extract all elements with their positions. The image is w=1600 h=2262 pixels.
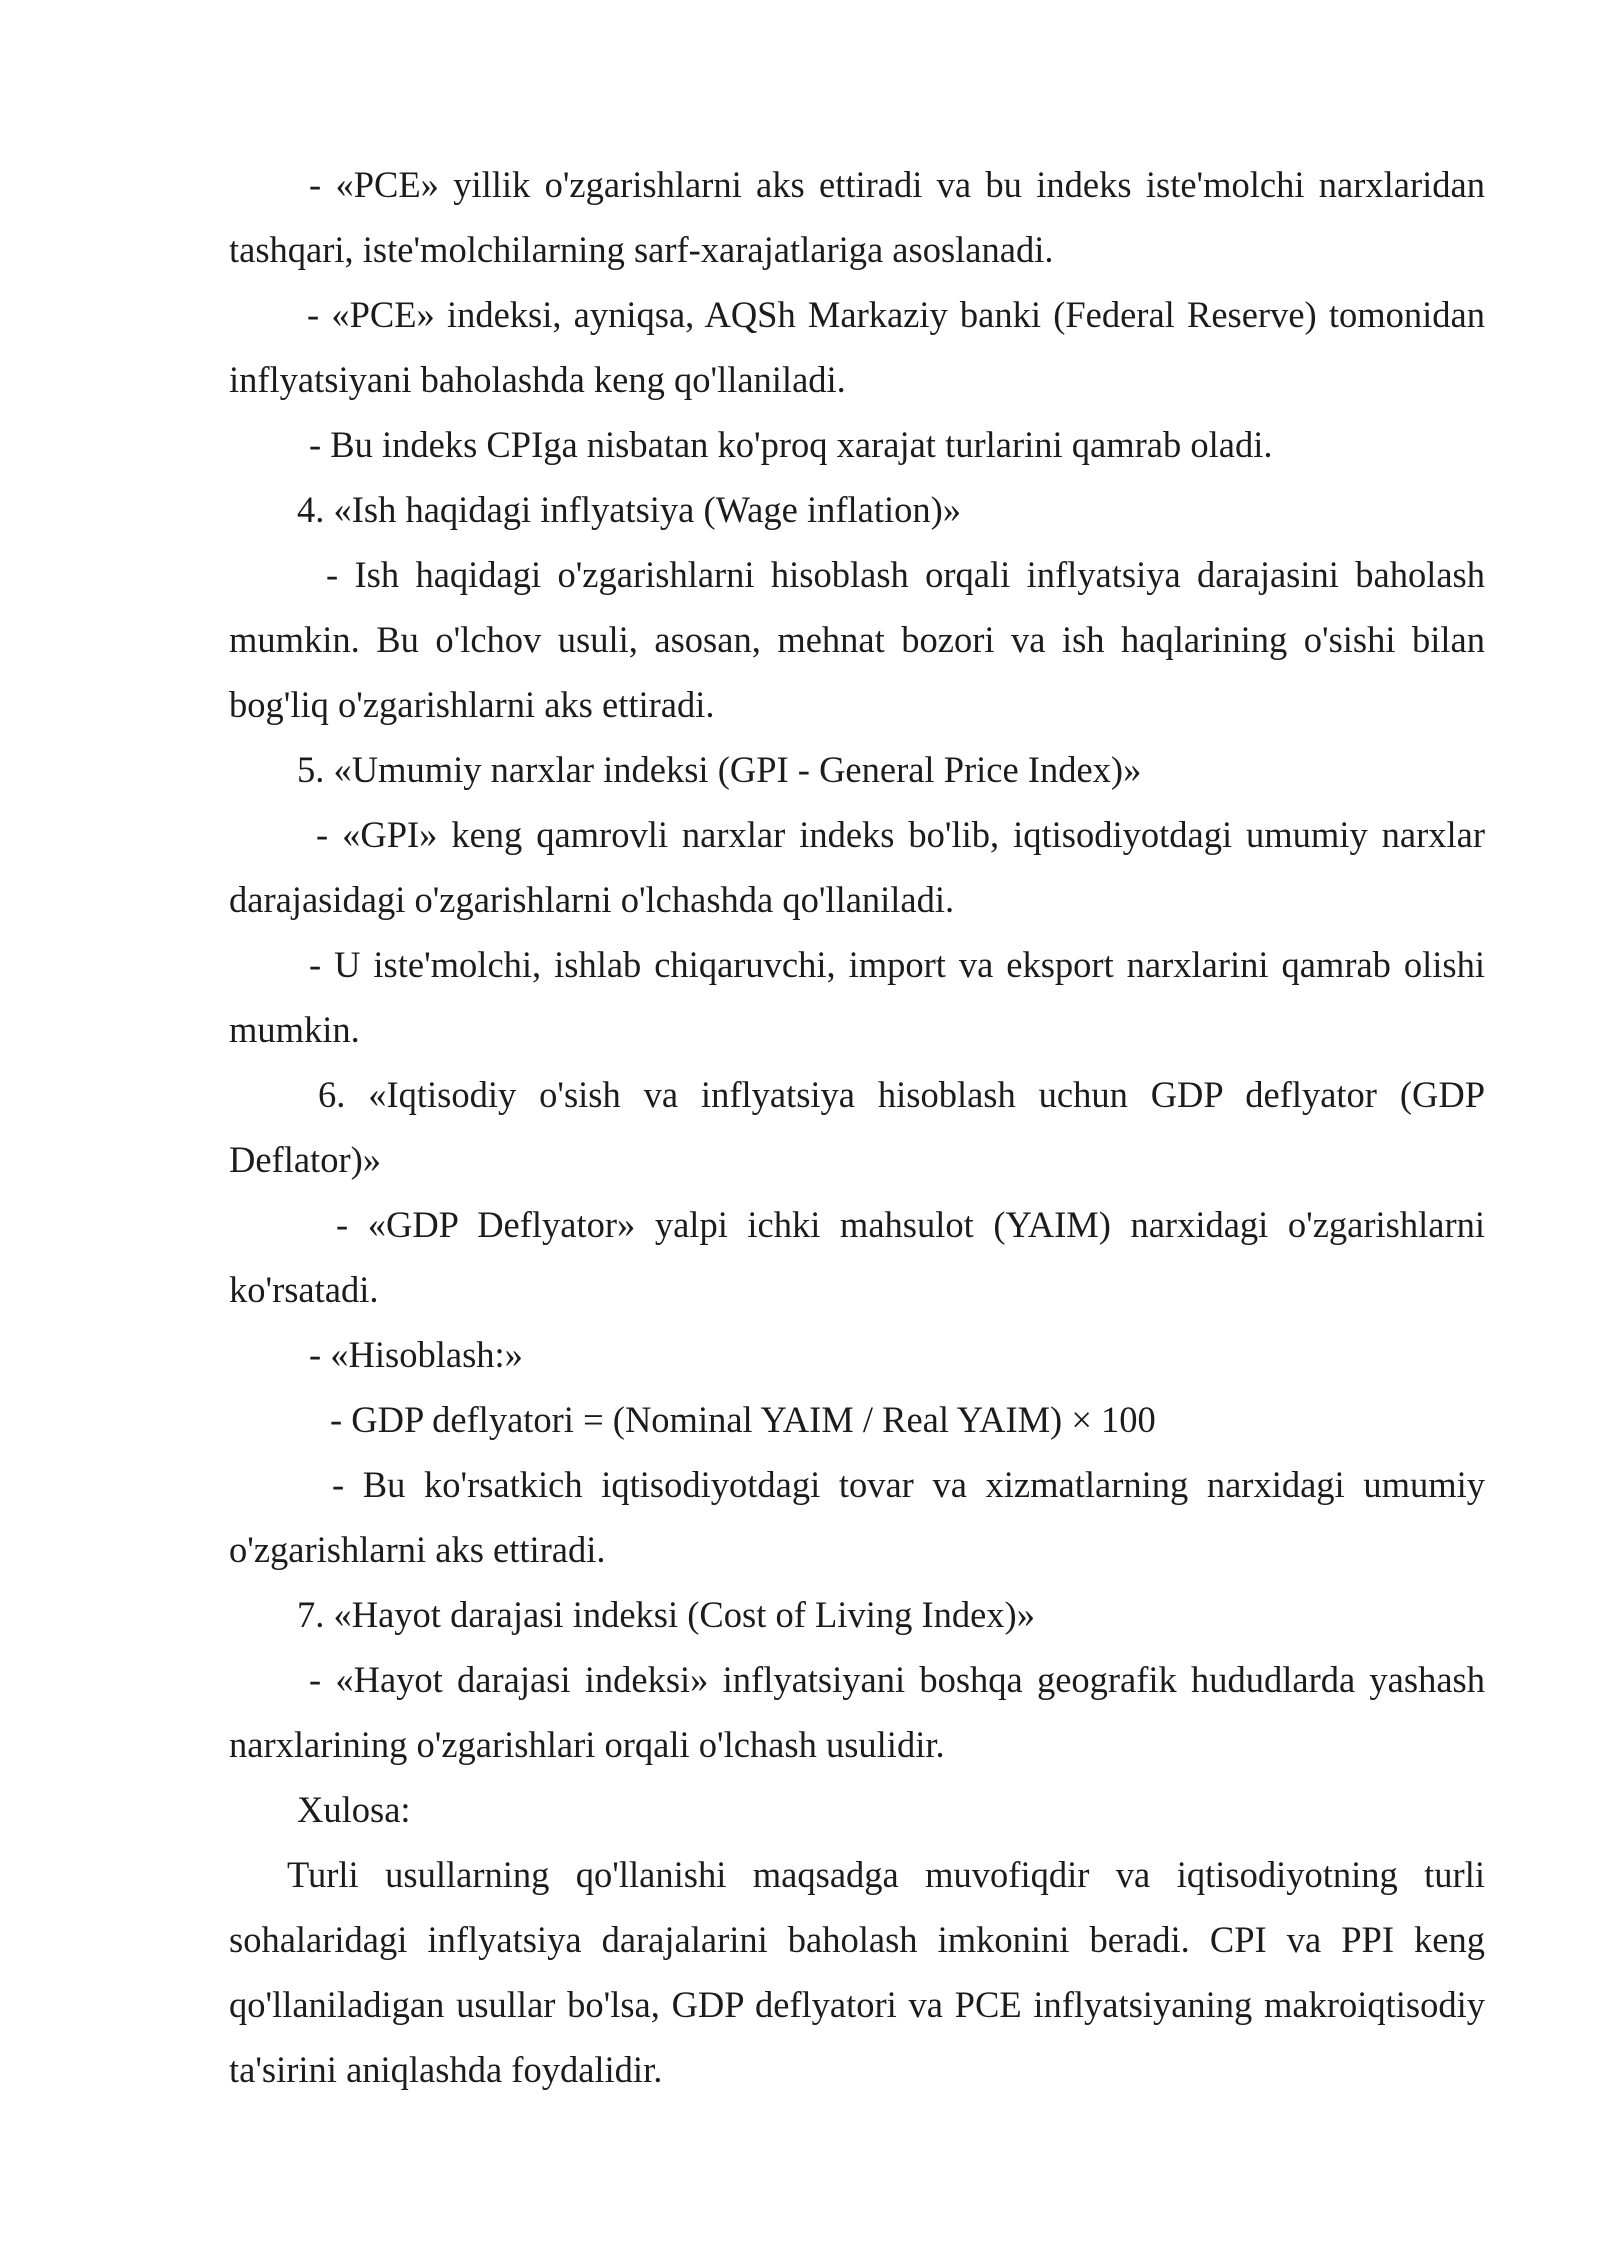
paragraph-cost-of-living: - «Hayot darajasi indeksi» inflyatsiyani boshqa geografik hududlarda yashash narxlarining o'zgarishlari orqali o'lchash usulidir. — [229, 1659, 1485, 1765]
heading-conclusion: Xulosa: — [297, 1789, 411, 1830]
paragraph-gdp-deflator-description: - «GDP Deflyator» yalpi ichki mahsulot (YAIM) narxidagi o'zgarishlarni ko'rsatadi. — [229, 1204, 1485, 1310]
paragraph-gpi-description: - «GPI» keng qamrovli narxlar indeks bo'lib, iqtisodiyotdagi umumiy narxlar darajasidagi o'zgarishlarni o'lchashda qo'llaniladi. — [229, 814, 1485, 920]
document-body — [229, 152, 1485, 2102]
paragraph-wage-inflation: - Ish haqidagi o'zgarishlarni hisoblash orqali inflyatsiya darajasini baholash mumkin. Bu o'lchov usuli, asosan, mehnat bozori va ish haqlarining o'sishi bilan bog'liq o'zgarishlarni aks ettiradi. — [229, 554, 1485, 725]
paragraph-pce-federal-reserve: - «PCE» indeksi, ayniqsa, AQSh Markaziy banki (Federal Reserve) tomonidan inflyatsiyani baholashda keng qo'llaniladi. — [229, 294, 1485, 400]
paragraph-gpi-coverage: - U iste'molchi, ishlab chiqaruvchi, import va eksport narxlarini qamrab olishi mumkin. — [229, 944, 1485, 1050]
heading-general-price-index: 5. «Umumiy narxlar indeksi (GPI - General Price Index)» — [297, 749, 1142, 790]
heading-wage-inflation: 4. «Ish haqidagi inflyatsiya (Wage inflation)» — [297, 489, 962, 530]
paragraph-pce-cpi-comparison: - Bu indeks CPIga nisbatan ko'proq xarajat turlarini qamrab oladi. — [309, 424, 1273, 465]
heading-gdp-deflator: 6. «Iqtisodiy o'sish va inflyatsiya hisoblash uchun GDP deflyator (GDP Deflator)» — [229, 1074, 1485, 1180]
label-calculation: - «Hisoblash:» — [309, 1334, 523, 1375]
paragraph-pce-annual: - «PCE» yillik o'zgarishlarni aks ettiradi va bu indeks iste'molchi narxlaridan tashqari, iste'molchilarning sarf-xarajatlariga asoslanadi. — [229, 164, 1485, 270]
heading-cost-of-living-index: 7. «Hayot darajasi indeksi (Cost of Living Index)» — [297, 1594, 1035, 1635]
paragraph-conclusion: Turli usullarning qo'llanishi maqsadga muvofiqdir va iqtisodiyotning turli sohalaridagi inflyatsiya darajalarini baholash imkonini beradi. CPI va PPI keng qo'llaniladigan usullar bo'lsa, GDP deflyatori va PCE inflyatsiyaning makroiqtisodiy ta'sirini aniqlashda foydalidir. — [229, 1854, 1485, 2090]
formula-gdp-deflator: - GDP deflyatori = (Nominal YAIM / Real YAIM) × 100 — [330, 1399, 1156, 1440]
paragraph-gdp-deflator-meaning: - Bu ko'rsatkich iqtisodiyotdagi tovar va xizmatlarning narxidagi umumiy o'zgarishlarni aks ettiradi. — [229, 1464, 1485, 1570]
